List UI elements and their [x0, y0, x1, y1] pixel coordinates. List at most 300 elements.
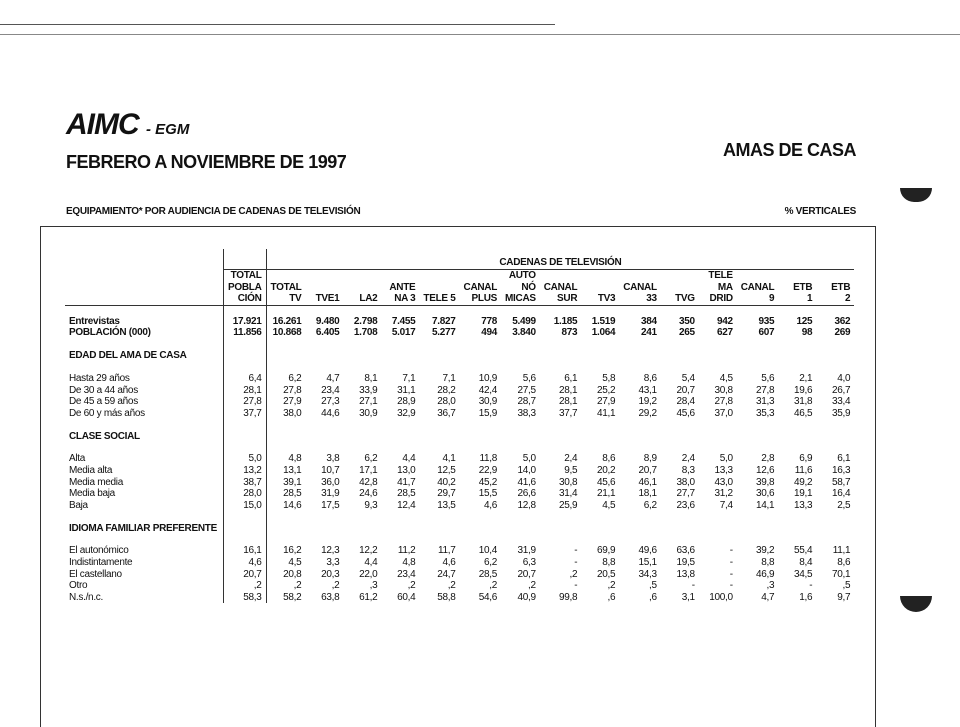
table-cell: 25,9: [559, 499, 578, 511]
table-cell: 362: [834, 315, 851, 327]
table-cell: 27,3: [321, 396, 340, 408]
table-cell: 2,4: [681, 453, 695, 465]
table-cell: 8,9: [643, 453, 657, 465]
table-cell: 38,0: [283, 407, 302, 419]
table-cell: 37,0: [714, 407, 733, 419]
row-label: Media baja: [69, 488, 115, 500]
table-cell: 6,1: [837, 453, 851, 465]
table-cell: 265: [678, 327, 695, 339]
column-header: ETB: [793, 281, 813, 293]
table-cell: 7.455: [391, 315, 416, 327]
table-cell: 60,4: [397, 591, 416, 603]
table-cell: 14,6: [283, 499, 302, 511]
table-cell: 4,6: [442, 556, 456, 568]
table-cell: 16,4: [832, 488, 851, 500]
table-cell: 12,4: [397, 499, 416, 511]
column-header: [737, 270, 779, 282]
column-header: MA: [717, 281, 733, 293]
table-cell: 42,4: [478, 384, 498, 396]
column-header: [778, 270, 816, 282]
row-label: De 45 a 59 años: [69, 396, 138, 408]
table-cell: 58,2: [283, 591, 302, 603]
table-cell: 5.499: [512, 315, 536, 327]
table-cell: 2,5: [837, 499, 851, 511]
table-cell: 2,4: [564, 453, 578, 465]
table-cell: 8,6: [643, 372, 657, 384]
table-cell: 39,2: [756, 545, 775, 557]
table-cell: ,6: [649, 591, 657, 603]
audience-table: [65, 249, 854, 603]
table-cell: 6.405: [315, 327, 340, 339]
table-cell: ,5: [842, 580, 851, 592]
table-cell: 6,2: [484, 556, 498, 568]
table-cell: ,2: [224, 580, 267, 592]
table-cell: 1.519: [591, 315, 616, 327]
table-cell: 58,7: [832, 476, 851, 488]
table-cell: -: [691, 580, 695, 592]
column-header: TOTAL: [224, 270, 267, 282]
column-header: CANAL: [463, 281, 498, 293]
table-row: [65, 396, 854, 408]
column-header: [305, 282, 343, 294]
table-cell: 5,6: [522, 372, 536, 384]
table-cell: 24,7: [437, 568, 456, 580]
table-row: [65, 327, 854, 339]
brand-sub: EGM: [155, 121, 190, 138]
table-cell: 28,0: [224, 488, 267, 500]
row-label: El autonómico: [69, 545, 129, 557]
column-header: [381, 270, 419, 282]
table-row: [65, 488, 854, 500]
table-cell: 5,0: [522, 453, 536, 465]
table-cell: 6,2: [364, 453, 378, 465]
table-cell: 12,8: [517, 499, 536, 511]
table-cell: 49,2: [794, 476, 813, 488]
table-cell: 37,7: [559, 407, 578, 419]
table-cell: 43,0: [714, 476, 733, 488]
table-cell: 54,6: [478, 591, 498, 603]
table-cell: 28,1: [559, 384, 578, 396]
table-cell: 241: [640, 327, 657, 339]
table-cell: 19,5: [676, 556, 695, 568]
table-row: [65, 557, 854, 569]
table-cell: 23,4: [397, 568, 416, 580]
table-cell: 27,8: [714, 396, 733, 408]
table-row: [65, 545, 854, 557]
table-cell: 22,0: [359, 568, 378, 580]
table-cell: 627: [716, 327, 733, 339]
table-cell: 31,2: [714, 488, 733, 500]
table-cell: 27,1: [359, 396, 378, 408]
table-cell: 20,7: [676, 384, 695, 396]
table-cell: 38,3: [517, 407, 536, 419]
table-cell: 27,7: [676, 488, 695, 500]
table-cell: 350: [678, 315, 695, 327]
table-cell: 63,8: [321, 591, 340, 603]
table-cell: 46,5: [794, 407, 813, 419]
table-cell: 11,7: [438, 545, 456, 557]
column-header: LA2: [343, 293, 381, 305]
column-header: TV: [266, 293, 305, 305]
data-table-frame: [40, 226, 876, 727]
table-cell: 14,1: [756, 499, 775, 511]
column-header: [581, 270, 619, 282]
table-cell: 31,9: [517, 545, 536, 557]
table-cell: 20,7: [638, 464, 657, 476]
column-header: TVE1: [305, 293, 343, 305]
table-cell: 6,1: [564, 372, 578, 384]
table-cell: 28,5: [283, 488, 302, 500]
table-cell: 4,5: [288, 556, 302, 568]
row-label: De 60 y más años: [69, 407, 145, 419]
table-cell: 9,7: [837, 591, 851, 603]
table-cell: 5,0: [224, 453, 267, 465]
table-cell: 125: [796, 315, 813, 327]
table-cell: 13,8: [676, 568, 695, 580]
table-row: [65, 569, 854, 581]
table-cell: 17.921: [224, 316, 267, 328]
table-cell: 15,9: [478, 407, 498, 419]
brand-main: AIMC: [66, 108, 139, 141]
table-cell: 607: [758, 327, 775, 339]
table-row: [65, 373, 854, 385]
table-cell: 7,4: [719, 499, 733, 511]
table-cell: -: [574, 580, 578, 592]
table-cell: 23,4: [321, 384, 340, 396]
period-title: FEBRERO A NOVIEMBRE DE 1997: [66, 152, 347, 172]
table-cell: 15,0: [224, 500, 267, 512]
table-cell: 61,2: [359, 591, 378, 603]
table-cell: 31,1: [397, 384, 416, 396]
table-row: [65, 453, 854, 465]
column-header: NA 3: [381, 293, 419, 305]
table-row: [65, 465, 854, 477]
column-header: 33: [619, 293, 661, 305]
table-cell: 8,6: [837, 556, 851, 568]
column-header: ANTE: [389, 281, 416, 293]
column-header: TELE 5: [419, 293, 459, 305]
table-cell: 45,6: [676, 407, 695, 419]
column-header: ETB: [831, 281, 851, 293]
table-cell: 17,1: [359, 464, 378, 476]
table-cell: 36,7: [437, 407, 456, 419]
table-cell: 99,8: [559, 591, 578, 603]
table-cell: 70,1: [832, 568, 851, 580]
table-cell: -: [729, 568, 733, 580]
column-header: [419, 270, 459, 282]
table-cell: 10,4: [478, 545, 498, 557]
table-cell: 3,1: [681, 591, 695, 603]
table-cell: 38,0: [676, 476, 695, 488]
table-row: [65, 477, 854, 489]
table-cell: 11,2: [397, 545, 416, 557]
table-cell: 20,5: [597, 568, 616, 580]
table-cell: 41,1: [597, 407, 616, 419]
row-label: Hasta 29 años: [69, 372, 130, 384]
column-header: 1: [778, 293, 816, 305]
table-cell: 4,8: [402, 556, 416, 568]
table-cell: ,2: [331, 580, 340, 592]
table-cell: 30,8: [714, 384, 733, 396]
table-cell: 28,1: [559, 396, 578, 408]
table-cell: 45,6: [597, 476, 616, 488]
table-cell: 778: [481, 315, 498, 327]
table-cell: 10,9: [478, 372, 498, 384]
table-cell: 1.064: [591, 327, 616, 339]
table-cell: 26,7: [832, 384, 851, 396]
section-title: IDIOMA FAMILIAR PREFERENTE: [69, 522, 217, 534]
table-cell: 7,1: [402, 372, 416, 384]
table-cell: 16.261: [272, 315, 302, 327]
table-cell: 45,2: [478, 476, 498, 488]
table-cell: 20,7: [224, 569, 267, 581]
table-cell: 28,5: [478, 568, 498, 580]
table-cell: 9.480: [315, 315, 340, 327]
table-cell: 23,6: [676, 499, 695, 511]
table-cell: 46,1: [638, 476, 657, 488]
table-cell: 19,2: [638, 396, 657, 408]
table-cell: 4,1: [442, 453, 456, 465]
table-cell: 6,3: [522, 556, 536, 568]
table-row: [65, 592, 854, 604]
row-label: Baja: [69, 499, 88, 511]
table-cell: 4,6: [224, 557, 267, 569]
table-cell: 1,6: [799, 591, 813, 603]
table-cell: 69,9: [597, 545, 616, 557]
table-cell: 27,8: [224, 396, 267, 408]
brand-logo: AIMC - EGM: [66, 108, 190, 141]
column-header: [816, 270, 854, 282]
table-cell: 19,1: [794, 488, 813, 500]
table-cell: 31,3: [756, 396, 775, 408]
table-cell: 12,6: [756, 464, 775, 476]
column-header: MICAS: [501, 293, 540, 305]
column-header: CANAL: [740, 281, 775, 293]
table-cell: ,3: [766, 580, 775, 592]
table-cell: 15,5: [478, 488, 498, 500]
table-cell: 28,7: [517, 396, 536, 408]
table-cell: 5,0: [719, 453, 733, 465]
table-cell: 40,2: [437, 476, 456, 488]
group-header: CADENAS DE TELEVISIÓN: [266, 249, 854, 270]
table-cell: 12,2: [359, 545, 378, 557]
table-cell: 4,5: [602, 499, 616, 511]
row-label: Media alta: [69, 464, 113, 476]
table-cell: 41,7: [397, 476, 416, 488]
table-cell: 4,6: [484, 499, 498, 511]
table-cell: 31,9: [321, 488, 340, 500]
table-cell: 873: [561, 327, 578, 339]
table-cell: 34,3: [638, 568, 657, 580]
table-cell: 30,9: [359, 407, 378, 419]
table-cell: -: [729, 580, 733, 592]
table-cell: 3,3: [326, 556, 340, 568]
column-header: [419, 282, 459, 294]
table-cell: 9,5: [564, 464, 578, 476]
table-cell: 100,0: [709, 591, 733, 603]
column-header: DRID: [699, 293, 737, 305]
table-cell: 6,9: [799, 453, 813, 465]
table-cell: 494: [481, 327, 498, 339]
table-cell: 24,6: [359, 488, 378, 500]
table-cell: 27,5: [517, 384, 536, 396]
table-cell: 40,9: [517, 591, 536, 603]
table-cell: 27,9: [597, 396, 616, 408]
table-cell: 31,4: [559, 488, 578, 500]
table-cell: 5.277: [432, 327, 456, 339]
table-cell: 7.827: [432, 315, 456, 327]
column-header: [661, 282, 699, 294]
row-label: Media media: [69, 476, 123, 488]
table-cell: -: [574, 556, 578, 568]
table-cell: 6,2: [288, 372, 302, 384]
table-cell: ,6: [607, 591, 616, 603]
table-cell: 8,8: [602, 556, 616, 568]
table-cell: 8,4: [799, 556, 813, 568]
table-cell: ,2: [607, 580, 616, 592]
table-cell: -: [574, 545, 578, 557]
column-header: [343, 282, 381, 294]
table-cell: 33,9: [359, 384, 378, 396]
top-rule-right: [0, 34, 960, 35]
column-header: POBLA: [224, 282, 267, 294]
table-cell: 18,1: [638, 488, 657, 500]
table-cell: 27,8: [756, 384, 775, 396]
table-cell: 46,9: [756, 568, 775, 580]
table-cell: 25,2: [597, 384, 616, 396]
table-cell: 22,9: [478, 464, 498, 476]
column-header: SUR: [540, 293, 582, 305]
table-cell: 63,6: [676, 545, 695, 557]
table-cell: 39,8: [756, 476, 775, 488]
table-row: [65, 385, 854, 397]
table-cell: -: [729, 556, 733, 568]
table-cell: 6,4: [224, 373, 267, 385]
column-header: [343, 270, 381, 282]
section-title: EDAD DEL AMA DE CASA: [69, 350, 187, 362]
table-cell: 16,1: [224, 545, 267, 557]
table-subtitle: EQUIPAMIENTO* POR AUDIENCIA DE CADENAS DE TELEVISIÓN: [66, 206, 361, 217]
table-cell: 4,0: [837, 372, 851, 384]
table-row: [65, 408, 854, 420]
table-cell: 4,8: [288, 453, 302, 465]
column-header: PLUS: [460, 293, 502, 305]
section-title: CLASE SOCIAL: [69, 430, 140, 442]
table-cell: 35,3: [756, 407, 775, 419]
table-cell: 2.798: [353, 315, 378, 327]
table-cell: 37,7: [224, 408, 267, 420]
table-cell: 9,3: [364, 499, 378, 511]
table-cell: 8,6: [602, 453, 616, 465]
column-header: TELE: [708, 270, 733, 281]
table-cell: 2,8: [761, 453, 775, 465]
table-cell: 5.017: [391, 327, 416, 339]
row-label: Alta: [69, 453, 86, 465]
table-cell: 36,0: [321, 476, 340, 488]
table-cell: 11.856: [224, 327, 267, 339]
table-cell: 942: [716, 315, 733, 327]
table-cell: 20,3: [321, 568, 340, 580]
table-cell: ,2: [528, 580, 536, 592]
table-cell: 19,6: [794, 384, 813, 396]
table-cell: 13,3: [714, 464, 733, 476]
table-cell: 42,8: [359, 476, 378, 488]
table-row: [65, 580, 854, 592]
table-cell: 3,8: [326, 453, 340, 465]
top-rule-left: [0, 24, 555, 25]
column-header: CANAL: [543, 281, 578, 293]
column-header: TOTAL: [270, 281, 302, 293]
column-header: [305, 270, 343, 282]
page-tab-marker: [900, 596, 932, 612]
table-cell: 4,4: [402, 453, 416, 465]
row-label: POBLACIÓN (000): [69, 327, 151, 339]
table-cell: 28,9: [397, 396, 416, 408]
column-header: [460, 270, 502, 282]
column-header: CIÓN: [224, 293, 267, 305]
table-cell: 55,4: [794, 545, 813, 557]
table-cell: 28,1: [224, 385, 267, 397]
table-cell: 30,6: [756, 488, 775, 500]
table-cell: 16,2: [283, 545, 302, 557]
table-cell: 11,1: [832, 545, 851, 557]
table-cell: 98: [801, 327, 813, 339]
table-cell: 17,5: [321, 499, 340, 511]
table-cell: 13,0: [397, 464, 416, 476]
column-header: NÓ: [521, 281, 536, 293]
table-cell: 2,1: [799, 372, 813, 384]
table-cell: 21,1: [597, 488, 616, 500]
table-cell: 1.185: [553, 315, 578, 327]
table-cell: 35,9: [832, 407, 851, 419]
table-cell: ,3: [369, 580, 378, 592]
table-cell: 13,2: [224, 465, 267, 477]
page-tab-marker: [900, 188, 932, 202]
table-cell: 6,2: [643, 499, 657, 511]
table-cell: 12,5: [437, 464, 456, 476]
table-cell: 27,9: [283, 396, 302, 408]
table-cell: 5,4: [681, 372, 695, 384]
column-header: TV3: [581, 293, 619, 305]
table-cell: ,5: [649, 580, 657, 592]
column-header: [661, 270, 699, 282]
segment-title: AMAS DE CASA: [722, 140, 856, 160]
table-cell: 8,1: [364, 372, 378, 384]
table-cell: 13,5: [437, 499, 456, 511]
column-header: [581, 282, 619, 294]
table-cell: 20,7: [517, 568, 536, 580]
row-label: El castellano: [69, 568, 122, 580]
table-cell: 34,5: [794, 568, 813, 580]
table-cell: 5,8: [602, 372, 616, 384]
row-label: Otro: [69, 580, 88, 592]
table-cell: 26,6: [517, 488, 536, 500]
table-cell: 58,3: [224, 592, 267, 604]
table-cell: 28,2: [437, 384, 456, 396]
table-cell: 4,7: [761, 591, 775, 603]
table-cell: 7,1: [442, 372, 456, 384]
table-cell: 28,4: [676, 396, 695, 408]
table-cell: 58,8: [437, 591, 456, 603]
column-header: 2: [816, 293, 854, 305]
table-cell: 13,1: [283, 464, 302, 476]
table-cell: 28,5: [397, 488, 416, 500]
table-cell: 27,8: [283, 384, 302, 396]
table-cell: 41,6: [517, 476, 536, 488]
column-header: AUTO: [508, 270, 536, 281]
table-cell: ,2: [407, 580, 416, 592]
table-cell: 5,6: [761, 372, 775, 384]
